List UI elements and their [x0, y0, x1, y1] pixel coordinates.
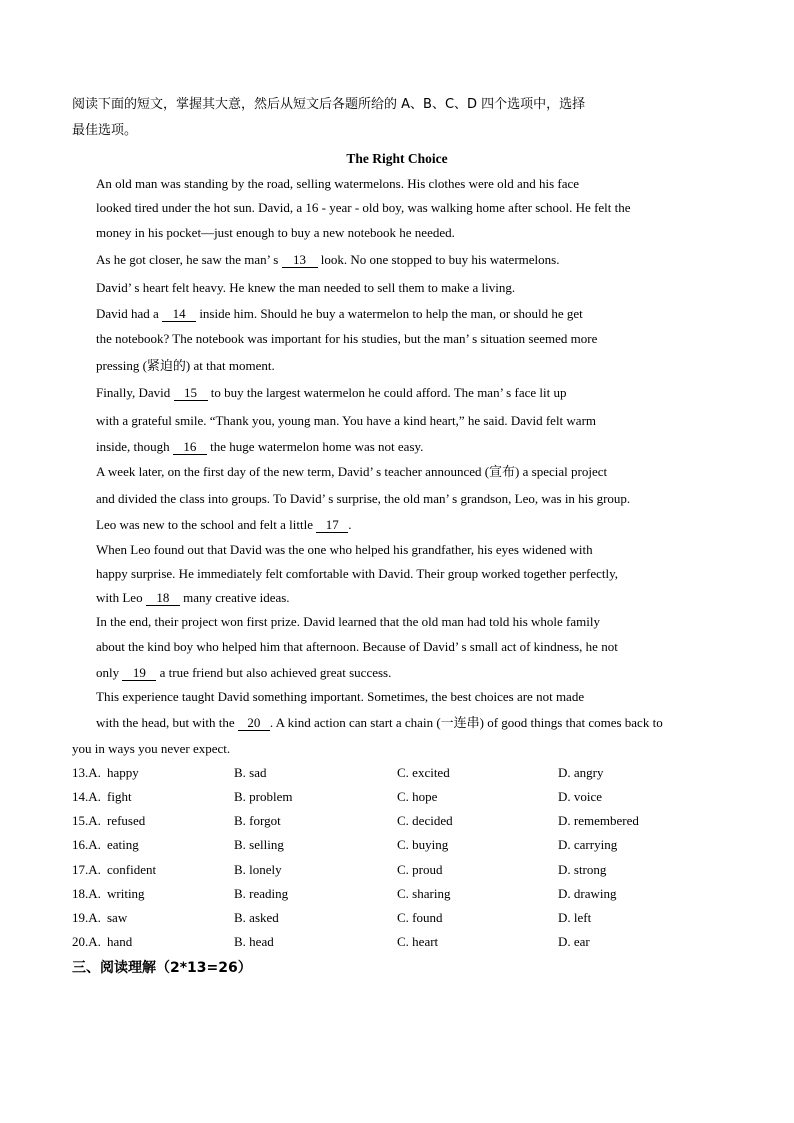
option-a[interactable]: eating [107, 837, 139, 852]
passage-line: pressing (紧迫的) at that moment. [96, 358, 275, 373]
passage-line [96, 306, 583, 322]
question-number: 16.A. [72, 837, 101, 852]
option-d[interactable]: D. drawing [558, 886, 617, 901]
option-c[interactable]: C. excited [397, 765, 450, 780]
option-a[interactable]: happy [107, 765, 139, 780]
option-a[interactable]: writing [107, 886, 145, 901]
option-c[interactable]: C. sharing [397, 886, 451, 901]
option-b[interactable]: B. selling [234, 837, 284, 852]
blank-20[interactable]: 20 [238, 716, 270, 731]
passage-line: about the kind boy who helped him that afternoon. Because of David’ s small act of kindness, he not [96, 639, 618, 654]
passage-line [96, 252, 559, 268]
question-number: 15.A. [72, 813, 101, 828]
passage-line: money in his pocket—just enough to buy a new notebook he needed. [96, 225, 455, 240]
text: look. No one stopped to buy his watermelons. [317, 252, 560, 267]
blank-16[interactable]: 16 [173, 440, 207, 455]
blank-15[interactable]: 15 [174, 386, 208, 401]
passage-line: you in ways you never expect. [72, 741, 231, 756]
option-d[interactable]: D. angry [558, 765, 604, 780]
option-d[interactable]: D. carrying [558, 837, 618, 852]
instruction-line-2: 最佳选项。 [72, 123, 138, 138]
instruction-line-1: 阅读下面的短文，掌握其大意，然后从短文后各题所给的 A、B、C、D 四个选项中，选择 [72, 97, 586, 112]
text: . A kind action can start a chain (一连串) of good things that comes back to [269, 715, 663, 730]
text: Leo was new to the school and felt a little [96, 517, 317, 532]
text: the huge watermelon home was not easy. [206, 439, 424, 454]
option-b[interactable]: B. problem [234, 789, 293, 804]
option-b[interactable]: B. lonely [234, 862, 282, 877]
text: a true friend but also achieved great success. [156, 665, 392, 680]
passage-line: and divided the class into groups. To David’ s surprise, the old man’ s grandson, Leo, was in his group. [96, 491, 631, 506]
passage-line [96, 590, 290, 606]
option-b[interactable]: B. asked [234, 910, 279, 925]
text: inside him. Should he buy a watermelon to help the man, or should he get [196, 306, 583, 321]
passage-line [96, 517, 351, 533]
option-d[interactable]: D. left [558, 910, 592, 925]
text: with Leo [96, 590, 146, 605]
passage-line: An old man was standing by the road, selling watermelons. His clothes were old and his face [96, 176, 580, 191]
option-c[interactable]: C. found [397, 910, 443, 925]
passage-line [96, 385, 566, 401]
passage-line: the notebook? The notebook was important for his studies, but the man’ s situation seemed more [96, 331, 598, 346]
passage-line: A week later, on the first day of the new term, David’ s teacher announced (宣布) a special project [96, 464, 608, 479]
passage-line: happy surprise. He immediately felt comfortable with David. Their group worked together perfectly, [96, 566, 618, 581]
option-d[interactable]: D. ear [558, 934, 590, 949]
text: to buy the largest watermelon he could afford. The man’ s face lit up [207, 385, 567, 400]
question-number: 18.A. [72, 886, 101, 901]
option-d[interactable]: D. remembered [558, 813, 639, 828]
passage-line: In the end, their project won first prize. David learned that the old man had told his whole family [96, 614, 600, 629]
option-c[interactable]: C. hope [397, 789, 438, 804]
option-c[interactable]: C. proud [397, 862, 443, 877]
option-b[interactable]: B. head [234, 934, 274, 949]
text: Finally, David [96, 385, 174, 400]
question-number: 17.A. [72, 862, 101, 877]
option-a[interactable]: saw [107, 910, 128, 925]
passage-line: This experience taught David something important. Sometimes, the best choices are not made [96, 689, 585, 704]
question-number: 14.A. [72, 789, 101, 804]
passage-line [96, 665, 391, 681]
question-number: 13.A. [72, 765, 101, 780]
blank-17[interactable]: 17 [316, 518, 348, 533]
text: only [96, 665, 123, 680]
option-b[interactable]: B. forgot [234, 813, 281, 828]
option-b[interactable]: B. sad [234, 765, 267, 780]
blank-19[interactable]: 19 [122, 666, 156, 681]
option-d[interactable]: D. strong [558, 862, 607, 877]
option-a[interactable]: confident [107, 862, 157, 877]
text: many creative ideas. [179, 590, 290, 605]
option-a[interactable]: hand [107, 934, 133, 949]
passage-line: with a grateful smile. “Thank you, young man. You have a kind heart,” he said. David felt warm [96, 413, 597, 428]
question-number: 20.A. [72, 934, 101, 949]
passage-line: looked tired under the hot sun. David, a 16 - year - old boy, was walking home after school. He felt the [96, 200, 631, 215]
blank-13[interactable]: 13 [282, 253, 318, 268]
option-b[interactable]: B. reading [234, 886, 289, 901]
option-c[interactable]: C. buying [397, 837, 449, 852]
option-c[interactable]: C. decided [397, 813, 453, 828]
option-a[interactable]: fight [107, 789, 132, 804]
text: David had a [96, 306, 163, 321]
passage-line [96, 439, 423, 455]
option-d[interactable]: D. voice [558, 789, 603, 804]
text: . [348, 517, 352, 532]
question-number: 19.A. [72, 910, 101, 925]
text: with the head, but with the [96, 715, 238, 730]
passage-line: David’ s heart felt heavy. He knew the man needed to sell them to make a living. [96, 280, 516, 295]
text: As he got closer, he saw the man’ s [96, 252, 282, 267]
passage-line: When Leo found out that David was the one who helped his grandfather, his eyes widened with [96, 542, 593, 557]
blank-14[interactable]: 14 [162, 307, 196, 322]
blank-18[interactable]: 18 [146, 591, 180, 606]
text: inside, though [96, 439, 173, 454]
passage-line [96, 715, 663, 731]
option-a[interactable]: refused [107, 813, 146, 828]
option-c[interactable]: C. heart [397, 934, 439, 949]
passage-title: The Right Choice [346, 151, 448, 166]
section-heading: 三、阅读理解（2*13=26） [72, 960, 252, 976]
